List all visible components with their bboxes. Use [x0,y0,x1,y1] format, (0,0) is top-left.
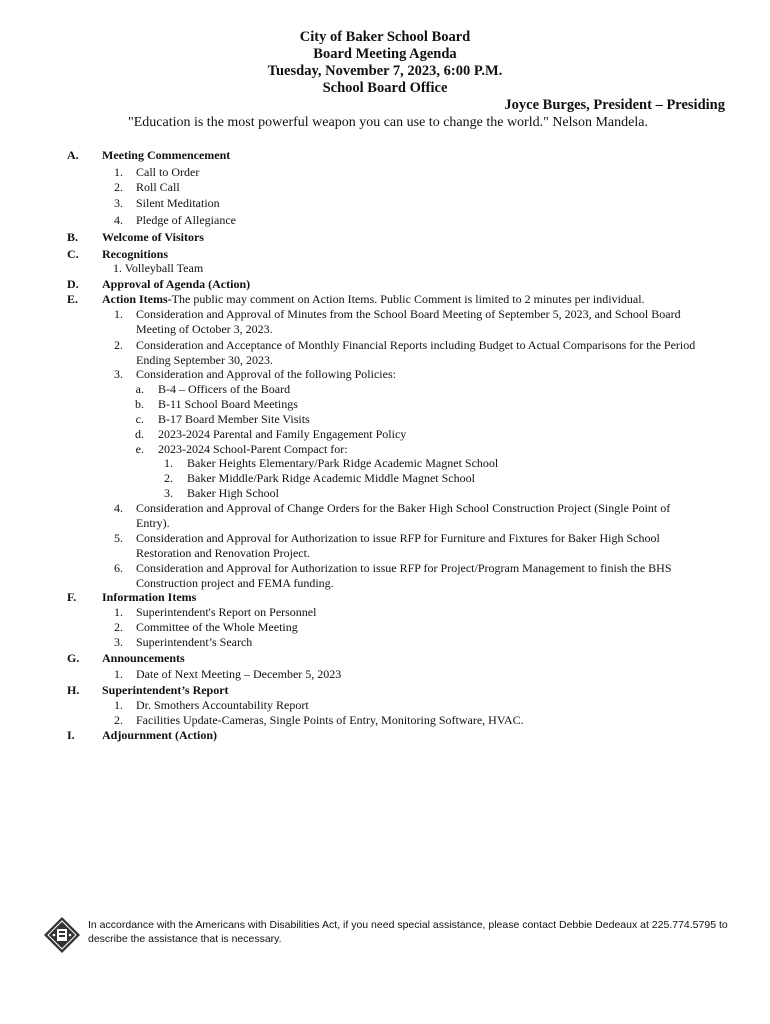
ada-notice-line2: describe the assistance that is necessary. [88,933,282,945]
section-letter: G. [67,651,80,665]
agenda-title: Board Meeting Agenda [313,46,457,62]
item-number: 1. [114,165,123,179]
quote: "Education is the most powerful weapon you can use to change the world." Nelson Mandela. [128,115,648,130]
item-text: Ending September 30, 2023. [136,353,273,367]
item-number: 1. [114,698,123,712]
item-number: 5. [114,531,123,545]
policy-letter: c. [135,412,144,426]
ada-notice-line1: In accordance with the Americans with Disabilities Act, if you need special assistance, please contact Debbie Dedeaux at 225.774.5795 to [88,919,728,931]
presiding-officer: Joyce Burges, President – Presiding [504,97,725,113]
section-title: Information Items [102,590,197,604]
item-number: 3. [114,196,123,210]
item-text: Facilities Update-Cameras, Single Points of Entry, Monitoring Software, HVAC. [136,713,524,727]
item-number: 2. [114,713,123,727]
section-letter: F. [67,590,77,604]
item-number: 4. [114,501,123,515]
item-text: Date of Next Meeting – December 5, 2023 [136,667,342,681]
item-text: Consideration and Approval for Authorization to issue RFP for Furniture and Fixtures for Baker High School [136,531,660,545]
item-number: 1. [114,667,123,681]
section-letter: C. [67,247,79,261]
section-description: The public may comment on Action Items. Public Comment is limited to 2 minutes per individual. [171,292,645,306]
item-number: 3. [114,367,123,381]
school-text: Baker High School [187,486,279,500]
section-title: Announcements [102,651,185,665]
school-number: 1. [164,456,173,470]
item-text: Consideration and Approval of the following Policies: [136,367,396,381]
item-text: Consideration and Approval of Change Orders for the Baker High School Construction Project (Single Point of [136,501,671,515]
section-letter: A. [67,148,79,162]
item-number: 6. [114,561,123,575]
policy-letter: d. [135,427,144,441]
section-letter: B. [67,230,79,244]
item-number: 2. [114,620,123,634]
section-title: Adjournment (Action) [102,728,217,742]
item-number: 3. [114,635,123,649]
section-letter: I. [67,728,75,742]
policy-text: 2023-2024 Parental and Family Engagement Policy [158,427,407,441]
meeting-location: School Board Office [322,80,448,96]
section-title: Meeting Commencement [102,148,231,162]
school-board-seal-icon [43,916,81,954]
item-text: 1. Volleyball Team [113,261,204,275]
policy-letter: b. [135,397,144,411]
item-number: 4. [114,213,123,227]
item-text: Roll Call [136,180,180,194]
item-text: Pledge of Allegiance [136,213,236,227]
school-text: Baker Middle/Park Ridge Academic Middle Magnet School [187,471,475,485]
item-text: Consideration and Approval for Authorization to issue RFP for Project/Program Management to finish the BHS [136,561,672,575]
section-title: Approval of Agenda (Action) [102,277,251,291]
meeting-date: Tuesday, November 7, 2023, 6:00 P.M. [267,63,503,79]
section-letter: E. [67,292,79,306]
item-text: Committee of the Whole Meeting [136,620,298,634]
item-text: Construction project and FEMA funding. [136,576,334,590]
item-text: Consideration and Acceptance of Monthly Financial Reports including Budget to Actual Comparisons for the Period [136,338,696,352]
section-letter: D. [67,277,79,291]
item-text: Dr. Smothers Accountability Report [136,698,309,712]
item-text: Entry). [136,516,170,530]
item-text: Restoration and Renovation Project. [136,546,310,560]
item-text: Silent Meditation [136,196,220,210]
board-name: City of Baker School Board [299,29,471,45]
section-title: Superintendent’s Report [102,683,229,697]
item-text: Superintendent’s Search [136,635,253,649]
item-number: 1. [114,605,123,619]
section-title: Welcome of Visitors [102,230,204,244]
policy-text: 2023-2024 School-Parent Compact for: [158,442,348,456]
section-title: Recognitions [102,247,168,261]
item-text: Consideration and Approval of Minutes from the School Board Meeting of September 5, 2023, and School Board [136,307,681,321]
policy-text: B-17 Board Member Site Visits [158,412,310,426]
policy-letter: a. [135,382,144,396]
school-number: 3. [164,486,173,500]
document-header [0,29,770,97]
school-text: Baker Heights Elementary/Park Ridge Academic Magnet School [187,456,499,470]
item-number: 2. [114,338,123,352]
policy-letter: e. [135,442,144,456]
item-number: 1. [114,307,123,321]
item-text: Meeting of October 3, 2023. [136,322,273,336]
item-text: Call to Order [136,165,200,179]
school-number: 2. [164,471,173,485]
item-number: 2. [114,180,123,194]
policy-text: B-4 – Officers of the Board [158,382,291,396]
item-text: Superintendent's Report on Personnel [136,605,317,619]
policy-text: B-11 School Board Meetings [158,397,298,411]
section-title: Action Items- [102,292,172,306]
section-letter: H. [67,683,80,697]
